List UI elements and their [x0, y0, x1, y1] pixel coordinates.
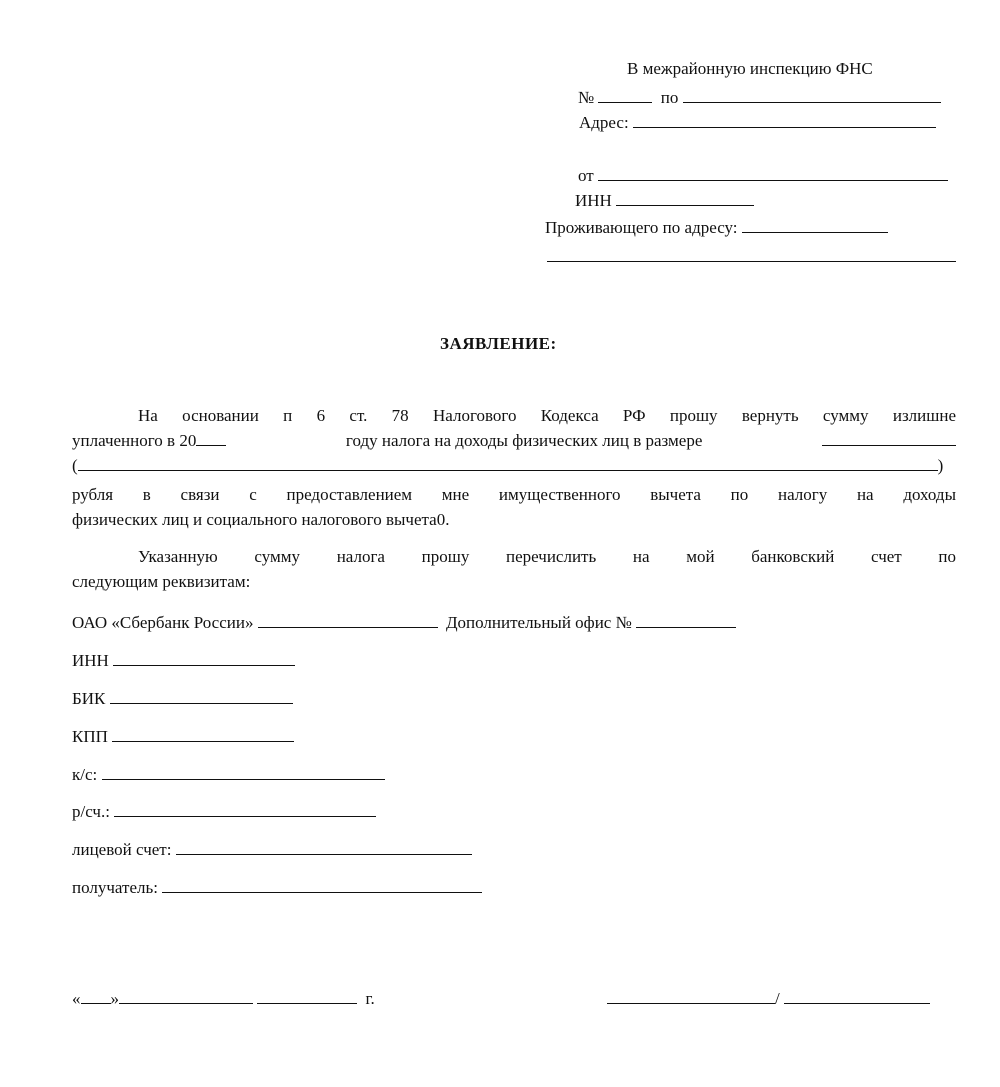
day-field[interactable]	[81, 988, 111, 1004]
residing-field-line2[interactable]	[547, 261, 956, 262]
paragraph2-line1: Указанную сумму налога прошу перечислить на мой банковский счет по	[138, 547, 956, 566]
tax-text: году налога на доходы физических лиц в размере	[345, 431, 703, 450]
po-field[interactable]	[683, 87, 941, 103]
addressee-line	[627, 58, 873, 80]
po-label: по	[660, 88, 679, 107]
residing-field[interactable]	[742, 217, 888, 233]
recipient-field[interactable]	[162, 877, 482, 893]
signature-separator: /	[775, 989, 780, 1008]
recipient-label: получатель:	[72, 878, 158, 897]
date-row	[72, 988, 375, 1010]
personal-account-row	[72, 839, 472, 861]
addressee-text: В межрайонную инспекцию ФНС	[627, 59, 873, 78]
paragraph1-line4: физических лиц и социального налогового вычета0.	[72, 510, 450, 529]
from-field[interactable]	[598, 165, 948, 181]
applicant-inn-row	[575, 190, 754, 212]
close-paren: )	[937, 456, 944, 475]
bank-name: ОАО «Сбербанк России»	[72, 613, 254, 632]
ks-field[interactable]	[102, 764, 385, 780]
amount-field[interactable]	[822, 430, 956, 446]
kpp-field[interactable]	[112, 726, 294, 742]
number-label: №	[578, 88, 595, 107]
bank-inn-row	[72, 650, 295, 672]
applicant-inn-label: ИНН	[575, 191, 612, 210]
inspection-number-row	[578, 87, 941, 109]
signature-field[interactable]	[607, 988, 775, 1004]
from-label: от	[578, 166, 594, 185]
month-field[interactable]	[119, 988, 253, 1004]
signature-name-field[interactable]	[784, 988, 930, 1004]
date-close-quote: »	[110, 989, 119, 1008]
bik-row	[72, 688, 293, 710]
signature-row	[607, 988, 930, 1010]
residing-row	[545, 217, 888, 239]
address-field[interactable]	[633, 112, 936, 128]
rs-field[interactable]	[114, 801, 376, 817]
amount-words-row	[72, 455, 943, 477]
amount-words-field[interactable]	[78, 455, 938, 471]
recipient-row	[72, 877, 482, 899]
bank-inn-label: ИНН	[72, 651, 109, 670]
paragraph1-line2	[72, 430, 956, 452]
bik-field[interactable]	[110, 688, 293, 704]
office-number-field[interactable]	[636, 612, 736, 628]
kpp-row	[72, 726, 294, 748]
year-field[interactable]	[196, 430, 226, 446]
ks-row	[72, 764, 385, 786]
personal-account-label: лицевой счет:	[72, 840, 172, 859]
date-open-quote: «	[72, 989, 81, 1008]
paragraph1-line3: рубля в связи с предоставлением мне имущественного вычета по налогу на доходы	[72, 485, 956, 504]
bank-row	[72, 612, 736, 634]
document-title: ЗАЯВЛЕНИЕ:	[440, 334, 557, 353]
bank-inn-field[interactable]	[113, 650, 295, 666]
number-field[interactable]	[598, 87, 652, 103]
paid-in-text: уплаченного в 20	[72, 431, 197, 450]
ks-label: к/с:	[72, 765, 98, 784]
rs-label: р/сч.:	[72, 802, 110, 821]
residing-label: Проживающего по адресу:	[545, 218, 738, 237]
year-field-footer[interactable]	[257, 988, 357, 1004]
paragraph2-line2: следующим реквизитам:	[72, 572, 251, 591]
personal-account-field[interactable]	[176, 839, 472, 855]
applicant-inn-field[interactable]	[616, 190, 754, 206]
bank-branch-field[interactable]	[258, 612, 438, 628]
address-label: Адрес:	[579, 113, 629, 132]
rs-row	[72, 801, 376, 823]
year-suffix: г.	[365, 989, 375, 1008]
address-row	[579, 112, 936, 134]
bik-label: БИК	[72, 689, 106, 708]
office-label: Дополнительный офис №	[445, 613, 632, 632]
from-row	[578, 165, 948, 187]
kpp-label: КПП	[72, 727, 108, 746]
paragraph1-line1: На основании п 6 ст. 78 Налогового Кодекса РФ прошу вернуть сумму излишне	[138, 406, 956, 425]
open-paren: (	[72, 456, 78, 475]
